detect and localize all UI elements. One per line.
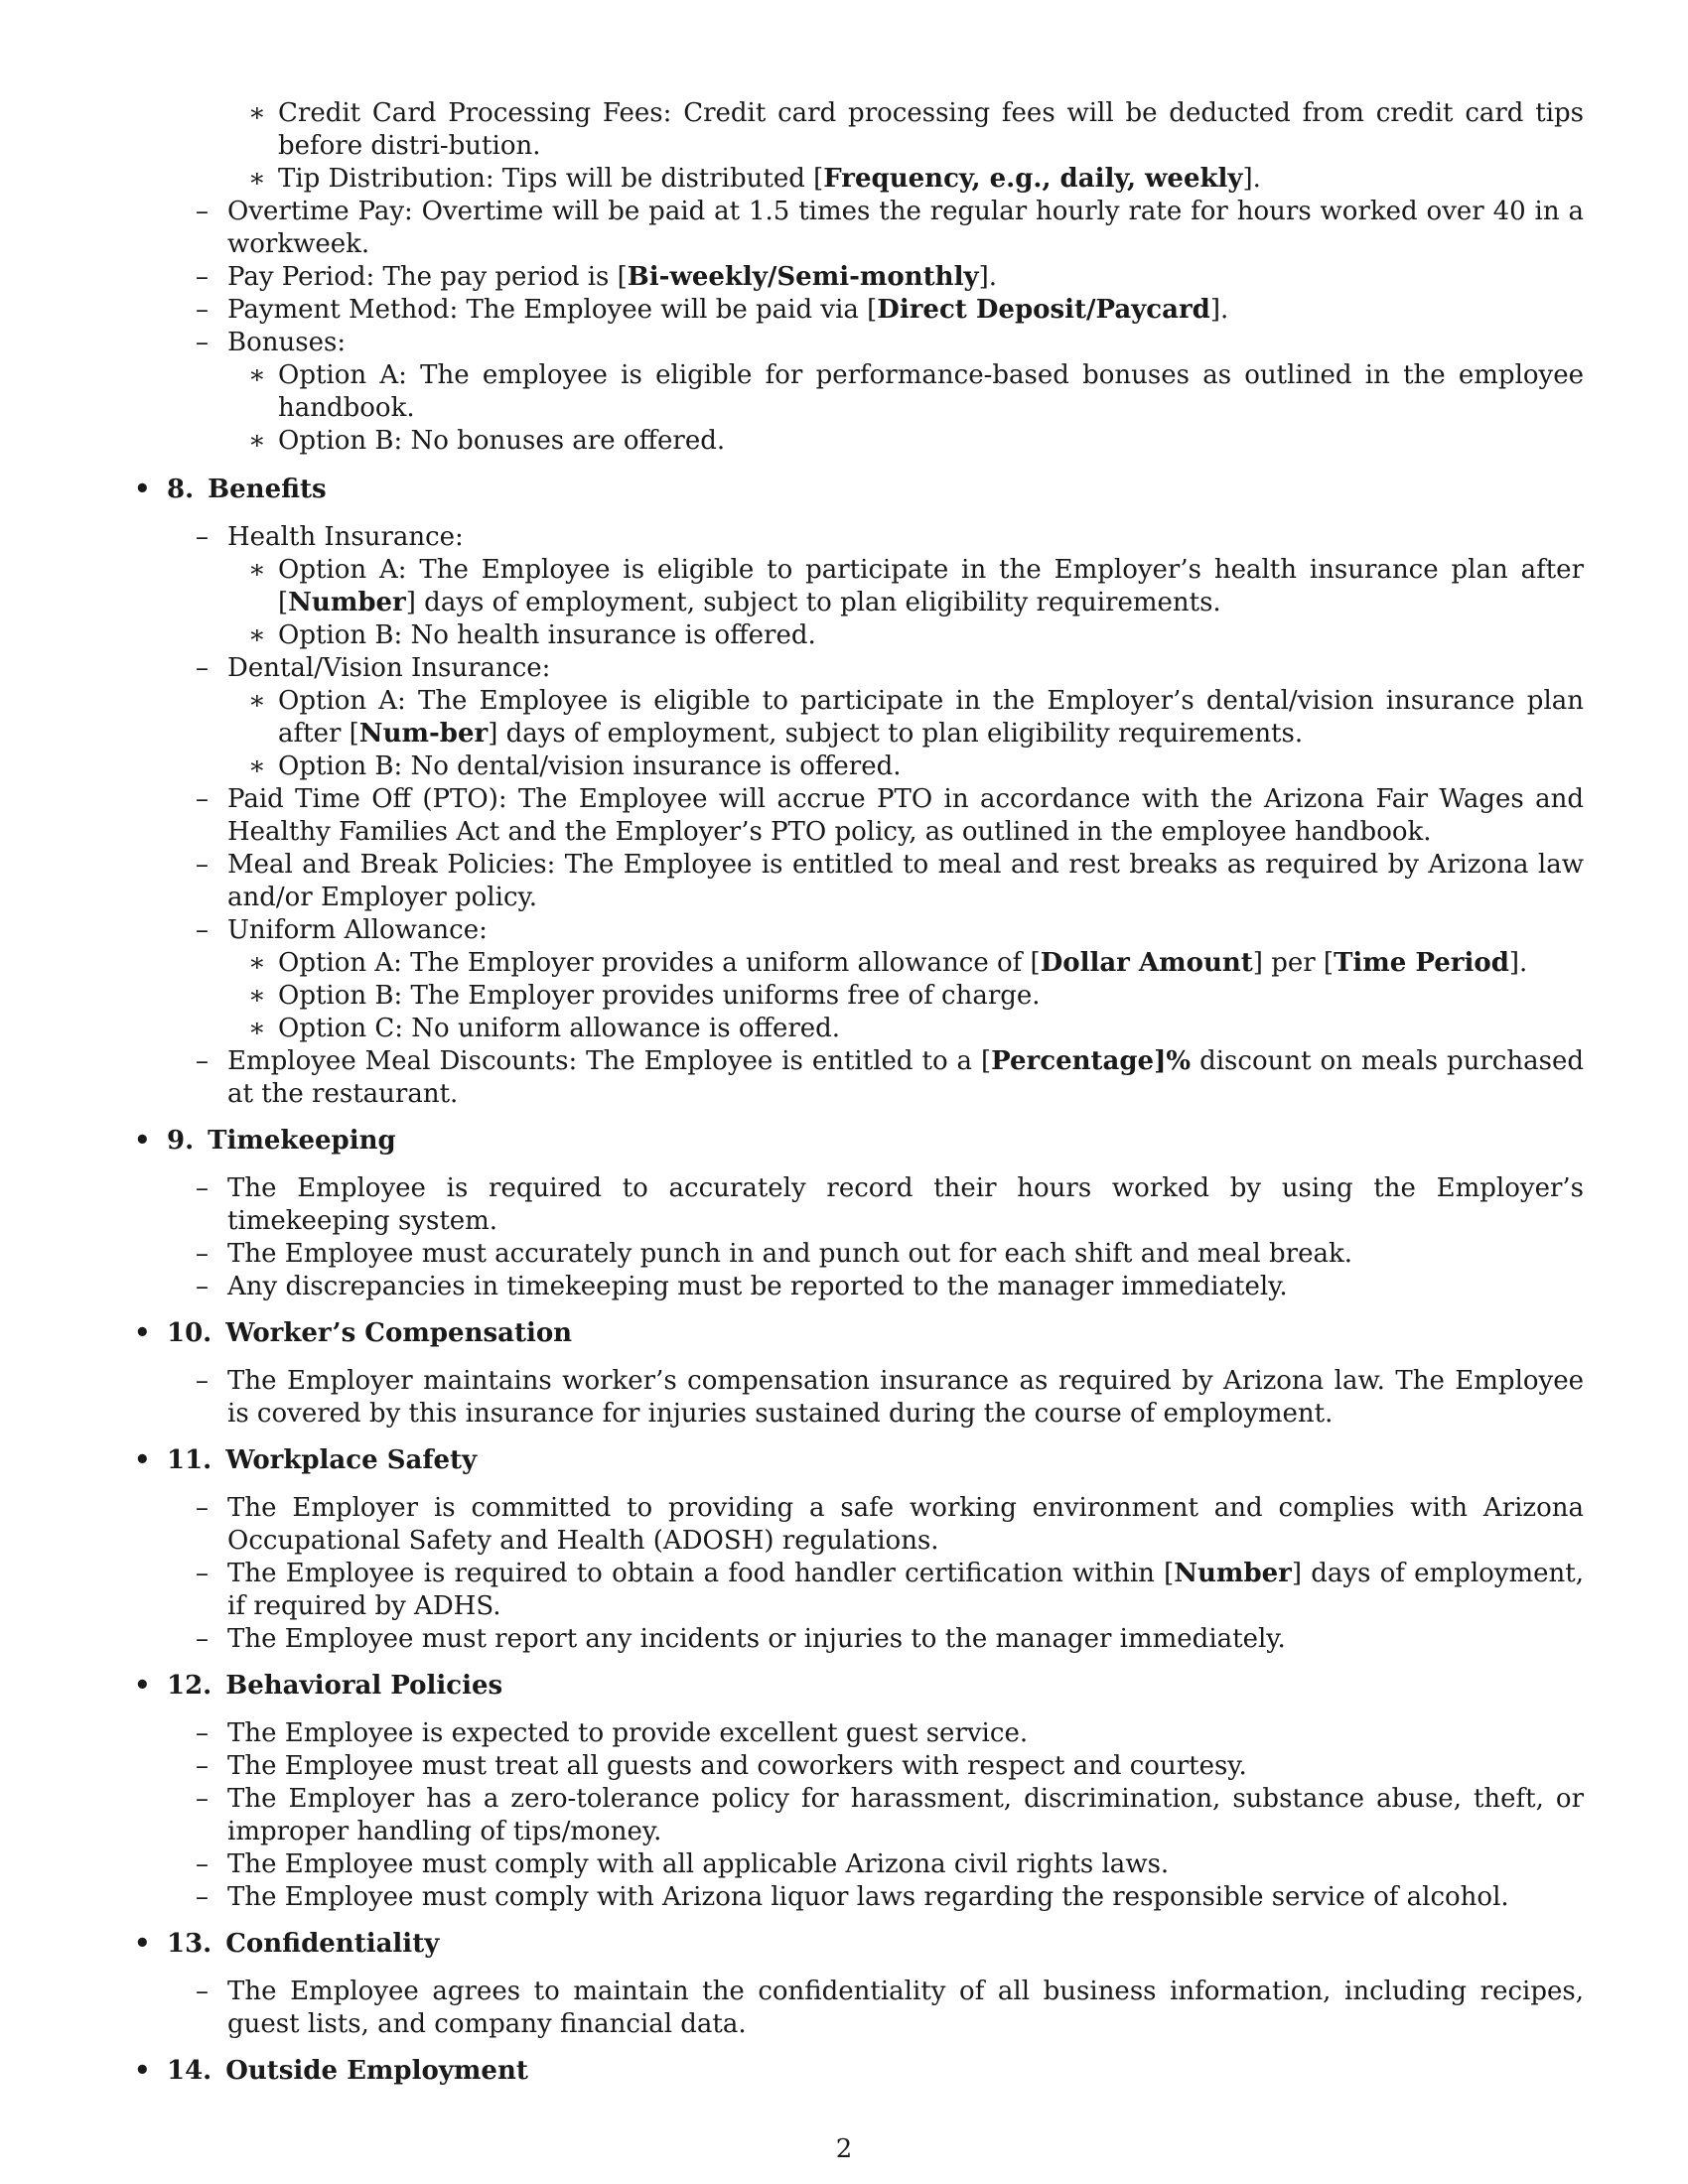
section-behavioral-policies xyxy=(134,1670,1584,1914)
section-title: Confidentiality xyxy=(225,1929,440,1959)
section-number: 14. xyxy=(167,2056,212,2086)
dash-icon: – xyxy=(196,1173,209,1203)
list-item xyxy=(134,1976,1584,2041)
timekeeping-list xyxy=(134,1172,1584,1303)
section-number: 8. xyxy=(167,475,195,504)
document-body xyxy=(134,97,1584,2088)
list-item xyxy=(134,1558,1584,1623)
item-text: The Employer maintains worker’s compensation insurance as required by Arizona law. The Employee is covered by this insurance for injuries sustained during the course of employment. xyxy=(227,1366,1584,1429)
list-item xyxy=(134,1750,1584,1783)
pay-period-text: Pay Period: The pay period is [ xyxy=(227,262,628,292)
asterisk-icon: ∗ xyxy=(248,555,266,585)
list-item xyxy=(134,1045,1584,1111)
list-item xyxy=(134,1013,1584,1045)
list-item xyxy=(134,554,1584,619)
uniform-options xyxy=(134,947,1584,1045)
section-heading xyxy=(134,1670,1584,1703)
dental-label: Dental/Vision Insurance: xyxy=(227,653,551,683)
dash-icon: – xyxy=(196,1366,209,1396)
section-heading xyxy=(134,1928,1584,1961)
uniform-c-text: Option C: No uniform allowance is offered. xyxy=(278,1014,841,1043)
health-options xyxy=(134,554,1584,652)
dash-icon: – xyxy=(196,653,209,683)
dash-icon: – xyxy=(196,1239,209,1269)
dental-a-end: ] days of employment, subject to plan eligibility requirements. xyxy=(488,719,1304,749)
list-item xyxy=(134,196,1584,261)
item-text: The Employer is committed to providing a safe working environment and complies with Arizona Occupational Safety and Health (ADOSH) regulations. xyxy=(227,1493,1584,1556)
section-number: 9. xyxy=(167,1126,195,1156)
health-label: Health Insurance: xyxy=(227,522,464,552)
bullet-icon: • xyxy=(134,1929,151,1959)
asterisk-icon: ∗ xyxy=(248,620,266,650)
list-item xyxy=(134,1492,1584,1558)
list-item xyxy=(134,1783,1584,1848)
list-item xyxy=(134,914,1584,1045)
payment-method-text: Payment Method: The Employee will be paid via [ xyxy=(227,295,878,325)
list-item xyxy=(134,359,1584,425)
dash-icon: – xyxy=(196,1559,209,1588)
section-heading xyxy=(134,474,1584,506)
list-item: ∗ Tip Distribution: Tips will be distributed [Frequency, e.g., daily, weekly]. xyxy=(248,164,1261,194)
dash-icon: – xyxy=(196,784,209,814)
dental-b-text: Option B: No dental/vision insurance is offered. xyxy=(278,751,902,781)
item-text: The Employee agrees to maintain the confidentiality of all business information, including recipes, guest lists, and company financial data. xyxy=(227,1977,1584,2039)
cc-fees-text: Credit Card Processing Fees: Credit card processing fees will be deducted from credit card tips before distri-bution. xyxy=(278,98,1584,161)
page-number: 2 xyxy=(835,2134,853,2164)
dash-icon: – xyxy=(196,1046,209,1076)
section-title: Workplace Safety xyxy=(225,1445,478,1475)
dash-icon: – xyxy=(196,1272,209,1301)
placeholder-number: Number xyxy=(1174,1559,1292,1588)
uniform-a-text: Option A: The Employer provides a uniform allowance of [ xyxy=(278,948,1041,978)
uniform-b-text: Option B: The Employer provides uniforms free of charge. xyxy=(278,981,1041,1011)
placeholder-dollar-amount: Dollar Amount xyxy=(1040,948,1253,978)
list-item xyxy=(134,1172,1584,1238)
list-item xyxy=(134,1238,1584,1271)
dash-icon: – xyxy=(196,522,209,552)
asterisk-icon: ∗ xyxy=(248,98,266,128)
list-item xyxy=(134,327,1584,458)
list-item xyxy=(134,751,1584,783)
pto-text: Paid Time Off (PTO): The Employee will accrue PTO in accordance with the Arizona Fair Wages and Healthy Families Act and the Employer’s PTO policy, as outlined in the employee handbook. xyxy=(227,784,1584,847)
tip-distribution-end: ]. xyxy=(1242,164,1261,194)
section-heading xyxy=(134,1444,1584,1477)
tips-sublist-wrapper xyxy=(134,97,1584,196)
placeholder-time-period: Time Period xyxy=(1334,948,1509,978)
behavioral-list xyxy=(134,1717,1584,1914)
section-outside-employment xyxy=(134,2055,1584,2088)
asterisk-icon: ∗ xyxy=(248,686,266,716)
list-item xyxy=(134,619,1584,652)
section-title: Worker’s Compensation xyxy=(225,1318,573,1348)
dash-icon: – xyxy=(196,197,209,226)
item-text: The Employee is expected to provide excellent guest service. xyxy=(227,1718,1029,1748)
asterisk-icon: ∗ xyxy=(248,164,266,194)
section-timekeeping xyxy=(134,1125,1584,1303)
bullet-icon: • xyxy=(134,1671,151,1701)
placeholder-number: Num-ber xyxy=(358,719,489,749)
workplace-safety-list xyxy=(134,1492,1584,1656)
placeholder-pay-period: Bi-weekly/Semi-monthly xyxy=(627,262,979,292)
benefits-list xyxy=(134,521,1584,1111)
bonus-option-a: Option A: The employee is eligible for performance-based bonuses as outlined in the employee handbook. xyxy=(278,360,1584,423)
list-item xyxy=(134,261,1584,294)
section-number: 11. xyxy=(167,1445,212,1475)
health-b-text: Option B: No health insurance is offered. xyxy=(278,620,816,650)
uniform-a-mid: ] per [ xyxy=(1252,948,1335,978)
continued-compensation-list xyxy=(134,97,1584,458)
dental-a-text: Option A: The Employee is eligible to participate in the Employer’s dental/vision insurance plan after [ xyxy=(278,686,1584,749)
uniform-a-end: ]. xyxy=(1508,948,1528,978)
meal-break-text: Meal and Break Policies: The Employee is entitled to meal and rest breaks as required by Arizona law and/or Employer policy. xyxy=(227,850,1584,912)
list-item xyxy=(134,97,1584,163)
asterisk-icon: ∗ xyxy=(248,751,266,781)
dash-icon: – xyxy=(196,850,209,880)
list-item xyxy=(134,425,1584,458)
item-text: The Employee is required to accurately record their hours worked by using the Employer’s timekeeping system. xyxy=(227,1173,1584,1236)
section-heading xyxy=(134,2055,1584,2088)
dash-icon: – xyxy=(196,1751,209,1781)
asterisk-icon: ∗ xyxy=(248,981,266,1011)
dash-icon: – xyxy=(196,262,209,292)
health-a-text: Option A: The Employee is eligible to participate in the Employer’s health insurance plan after [ xyxy=(278,555,1584,617)
section-title: Benefits xyxy=(208,475,327,504)
list-item xyxy=(134,849,1584,914)
dash-icon: – xyxy=(196,1493,209,1523)
section-title: Timekeeping xyxy=(208,1126,396,1156)
dental-options xyxy=(134,685,1584,783)
section-heading xyxy=(134,1317,1584,1350)
meal-discount-end: discount on meals purchased at the restaurant. xyxy=(227,1046,1584,1109)
asterisk-icon: ∗ xyxy=(248,948,266,978)
section-title: Outside Employment xyxy=(225,2056,528,2086)
item-text: The Employee must comply with Arizona liquor laws regarding the responsible service of alcohol. xyxy=(227,1882,1509,1912)
dash-icon: – xyxy=(196,1784,209,1814)
bullet-icon: • xyxy=(134,1445,151,1475)
section-number: 13. xyxy=(167,1929,212,1959)
list-item xyxy=(134,521,1584,652)
list-item xyxy=(134,652,1584,783)
meal-discount-text: Employee Meal Discounts: The Employee is entitled to a [ xyxy=(227,1046,992,1076)
section-title: Behavioral Policies xyxy=(225,1671,503,1701)
dash-icon: – xyxy=(196,1624,209,1654)
asterisk-icon: ∗ xyxy=(248,1014,266,1043)
list-item xyxy=(134,1365,1584,1431)
dash-icon: – xyxy=(196,295,209,325)
confidentiality-list xyxy=(134,1976,1584,2041)
bonuses-label: Bonuses: xyxy=(227,328,347,357)
uniform-label: Uniform Allowance: xyxy=(227,915,488,945)
placeholder-frequency: Frequency, e.g., daily, weekly xyxy=(823,164,1243,194)
section-number: 10. xyxy=(167,1318,212,1348)
list-item xyxy=(134,1623,1584,1656)
dash-icon: – xyxy=(196,1882,209,1912)
item-text: The Employee must comply with all applicable Arizona civil rights laws. xyxy=(227,1849,1170,1879)
item-text: The Employer has a zero-tolerance policy for harassment, discrimination, substance abuse, theft, or improper handling of tips/money. xyxy=(227,1784,1584,1846)
bullet-icon: • xyxy=(134,475,151,504)
health-a-end: ] days of employment, subject to plan eligibility requirements. xyxy=(405,588,1221,617)
tip-distribution-text: Tip Distribution: Tips will be distributed xyxy=(278,164,814,194)
list-item xyxy=(134,947,1584,980)
item-text: The Employee must treat all guests and coworkers with respect and courtesy. xyxy=(227,1751,1247,1781)
section-number: 12. xyxy=(167,1671,212,1701)
asterisk-icon: ∗ xyxy=(248,360,266,390)
section-confidentiality xyxy=(134,1928,1584,2041)
section-heading xyxy=(134,1125,1584,1158)
bullet-icon: • xyxy=(134,1126,151,1156)
list-item xyxy=(134,783,1584,849)
item-text: The Employee must accurately punch in and punch out for each shift and meal break. xyxy=(227,1239,1352,1269)
bullet-icon: • xyxy=(134,2056,151,2086)
placeholder-payment-method: Direct Deposit/Paycard xyxy=(877,295,1210,325)
section-benefits xyxy=(134,474,1584,1111)
bullet-icon: • xyxy=(134,1318,151,1348)
item-text: The Employee must report any incidents or injuries to the manager immediately. xyxy=(227,1624,1286,1654)
item-text: The Employee is required to obtain a food handler certification within [ xyxy=(227,1559,1175,1588)
dash-icon: – xyxy=(196,1718,209,1748)
list-item xyxy=(134,1717,1584,1750)
section-workers-compensation xyxy=(134,1317,1584,1431)
bonus-option-b: Option B: No bonuses are offered. xyxy=(278,426,726,456)
list-item xyxy=(134,1881,1584,1914)
list-item xyxy=(134,1848,1584,1881)
list-item xyxy=(134,1271,1584,1303)
list-item xyxy=(134,980,1584,1013)
asterisk-icon: ∗ xyxy=(248,426,266,456)
payment-method-end: ]. xyxy=(1209,295,1229,325)
overtime-text: Overtime Pay: Overtime will be paid at 1.5 times the regular hourly rate for hours worked over 40 in a workweek. xyxy=(227,197,1584,259)
item-text-end: ] days of employment, if required by ADHS. xyxy=(227,1559,1584,1621)
section-workplace-safety xyxy=(134,1444,1584,1656)
workers-comp-list xyxy=(134,1365,1584,1431)
placeholder-percentage: Percentage]% xyxy=(991,1046,1192,1076)
pay-period-end: ]. xyxy=(978,262,997,292)
dash-icon: – xyxy=(196,1849,209,1879)
list-item xyxy=(134,294,1584,327)
bonus-options xyxy=(134,359,1584,458)
tips-sublist xyxy=(134,97,1584,196)
dash-icon: – xyxy=(196,1977,209,2006)
dash-icon: – xyxy=(196,328,209,357)
item-text: Any discrepancies in timekeeping must be reported to the manager immediately. xyxy=(227,1272,1288,1301)
dash-icon: – xyxy=(196,915,209,945)
list-item xyxy=(134,685,1584,751)
placeholder-number: Number xyxy=(288,588,406,617)
